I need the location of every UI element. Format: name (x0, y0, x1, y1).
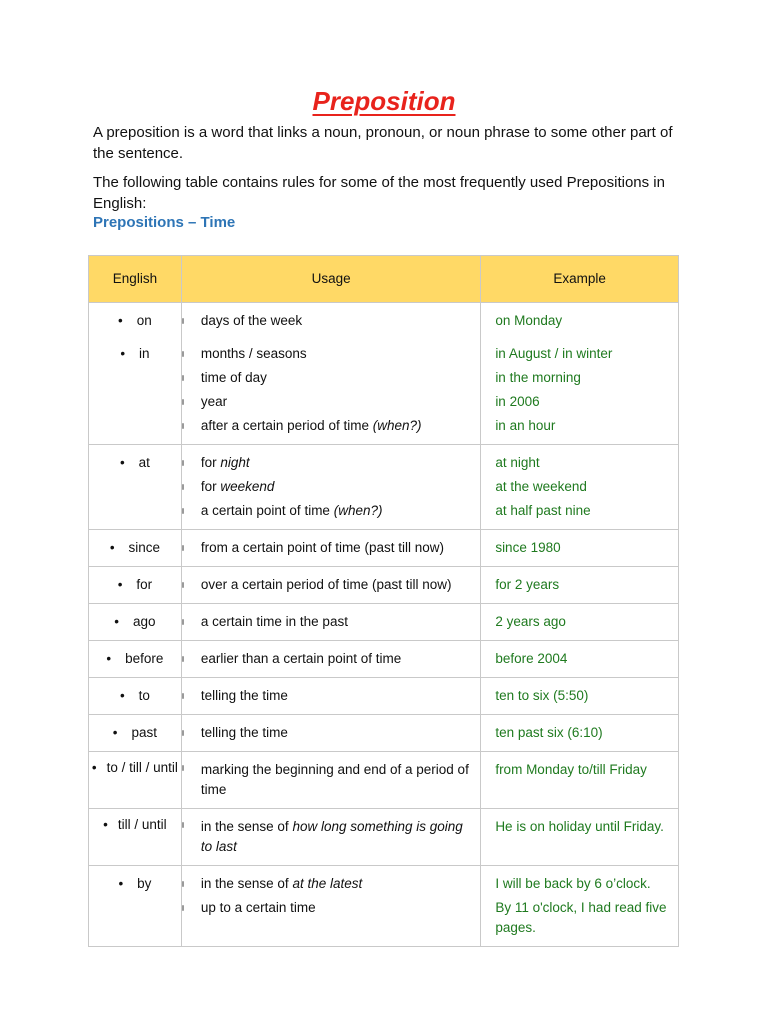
example-cell (481, 752, 679, 809)
bullet-icon: • (118, 876, 124, 891)
example-cell (481, 530, 679, 567)
page-title: Preposition (312, 86, 456, 116)
bullet-icon: • (119, 455, 125, 470)
preposition-word: for (136, 577, 153, 592)
usage-line: telling the time (182, 684, 480, 708)
usage-emphasis: weekend (220, 479, 275, 494)
preposition-word: before (125, 651, 164, 666)
usage-line: year (182, 390, 480, 414)
english-cell (89, 445, 182, 530)
usage-line (182, 815, 480, 859)
usage-cell (181, 567, 480, 604)
table-intro-paragraph: The following table contains rules for some of the most frequently used Prepositions in English: (93, 174, 665, 212)
usage-cell (181, 809, 480, 866)
example-line: in 2006 (495, 394, 540, 409)
bullet-icon: • (117, 577, 123, 592)
usage-cell (181, 445, 480, 530)
usage-text: after a certain period of time (200, 418, 369, 433)
english-cell (89, 678, 182, 715)
usage-cell (181, 641, 480, 678)
section-subtitle: Prepositions – Time (93, 214, 236, 231)
table-row (89, 530, 679, 567)
preposition-word: till / until (117, 817, 167, 832)
example-line: 2 years ago (495, 614, 566, 629)
usage-emphasis: (when?) (333, 503, 383, 518)
example-cell (481, 303, 679, 445)
english-cell (89, 604, 182, 641)
bullet-icon: • (109, 540, 115, 555)
usage-text: for (200, 455, 221, 470)
example-line: in the morning (495, 370, 581, 385)
preposition-word: by (137, 876, 152, 891)
usage-cell (181, 678, 480, 715)
english-cell (89, 715, 182, 752)
example-line: ten to six (5:50) (495, 688, 589, 703)
usage-line: over a certain period of time (past till now) (182, 573, 480, 597)
example-line: for 2 years (495, 577, 560, 592)
example-line: He is on holiday until Friday. (495, 819, 664, 834)
example-cell (481, 809, 679, 866)
bullet-icon: • (118, 313, 123, 328)
table-row (89, 303, 679, 445)
usage-line: telling the time (182, 721, 480, 745)
header-usage: Usage (181, 256, 480, 303)
example-cell (481, 604, 679, 641)
bullet-icon: • (120, 346, 126, 361)
usage-line: a certain time in the past (182, 610, 480, 634)
usage-cell (181, 715, 480, 752)
usage-line: days of the week (182, 309, 480, 333)
prepositions-table (88, 255, 679, 947)
table-row (89, 752, 679, 809)
example-line: since 1980 (495, 540, 561, 555)
table-row (89, 445, 679, 530)
table-row (89, 604, 679, 641)
preposition-word: to (138, 688, 150, 703)
usage-line: time of day (182, 366, 480, 390)
usage-emphasis: how long something is going to last (200, 819, 463, 854)
example-line: in August / in winter (495, 346, 613, 361)
example-line: in an hour (495, 418, 556, 433)
example-line: ten past six (6:10) (495, 725, 603, 740)
table-row (89, 641, 679, 678)
usage-line (182, 414, 480, 438)
example-cell (481, 715, 679, 752)
header-example: Example (481, 256, 679, 303)
preposition-word: to / till / until (106, 760, 178, 775)
example-cell (481, 678, 679, 715)
bullet-icon: • (114, 614, 120, 629)
example-line: By 11 o'clock, I had read five pages. (495, 900, 667, 935)
example-line: at the weekend (495, 479, 587, 494)
example-line: on Monday (495, 313, 563, 328)
usage-line: earlier than a certain point of time (182, 647, 480, 671)
usage-emphasis: night (220, 455, 250, 470)
intro-paragraph: A preposition is a word that links a noun, pronoun, or noun phrase to some other part of the sentence. (93, 124, 673, 162)
preposition-word: in (139, 346, 150, 361)
english-cell (89, 752, 182, 809)
preposition-word: on (136, 313, 152, 328)
bullet-icon: • (103, 817, 108, 832)
usage-line: marking the beginning and end of a period of time (182, 758, 480, 802)
usage-text: in the sense of (200, 819, 293, 834)
english-cell (89, 866, 182, 947)
bullet-icon: • (112, 725, 118, 740)
header-english: English (89, 256, 182, 303)
example-line: before 2004 (495, 651, 568, 666)
list-item (89, 309, 181, 333)
usage-text: a certain point of time (200, 503, 334, 518)
usage-line (182, 475, 480, 499)
usage-cell (181, 866, 480, 947)
english-cell (89, 530, 182, 567)
example-cell (481, 866, 679, 947)
example-line: at night (495, 455, 540, 470)
table-row (89, 715, 679, 752)
list-item (89, 451, 181, 475)
bullet-icon: • (91, 760, 97, 775)
english-cell (89, 641, 182, 678)
example-line: from Monday to/till Friday (495, 762, 647, 777)
list-item (89, 342, 181, 366)
english-cell (89, 809, 182, 866)
example-cell (481, 567, 679, 604)
bullet-icon: • (119, 688, 125, 703)
usage-text: for (200, 479, 221, 494)
preposition-word: ago (133, 614, 156, 629)
table-row (89, 678, 679, 715)
usage-emphasis: (when?) (372, 418, 422, 433)
preposition-word: at (138, 455, 150, 470)
usage-line (182, 499, 480, 523)
table-row (89, 866, 679, 947)
preposition-word: past (131, 725, 158, 740)
table-header-row (89, 256, 679, 303)
english-cell (89, 303, 182, 445)
example-cell (481, 445, 679, 530)
example-cell (481, 641, 679, 678)
example-line: I will be back by 6 o’clock. (495, 876, 651, 891)
usage-cell (181, 303, 480, 445)
usage-line: months / seasons (182, 342, 480, 366)
usage-line (182, 451, 480, 475)
usage-cell (181, 530, 480, 567)
usage-cell (181, 752, 480, 809)
preposition-word: since (128, 540, 161, 555)
bullet-icon: • (106, 651, 112, 666)
usage-line: from a certain point of time (past till now) (182, 536, 480, 560)
usage-emphasis: at the latest (292, 876, 363, 891)
table-row (89, 567, 679, 604)
usage-line (182, 872, 480, 896)
usage-line: up to a certain time (182, 896, 480, 920)
example-line: at half past nine (495, 503, 591, 518)
english-cell (89, 567, 182, 604)
usage-text: in the sense of (200, 876, 293, 891)
usage-cell (181, 604, 480, 641)
table-row (89, 809, 679, 866)
